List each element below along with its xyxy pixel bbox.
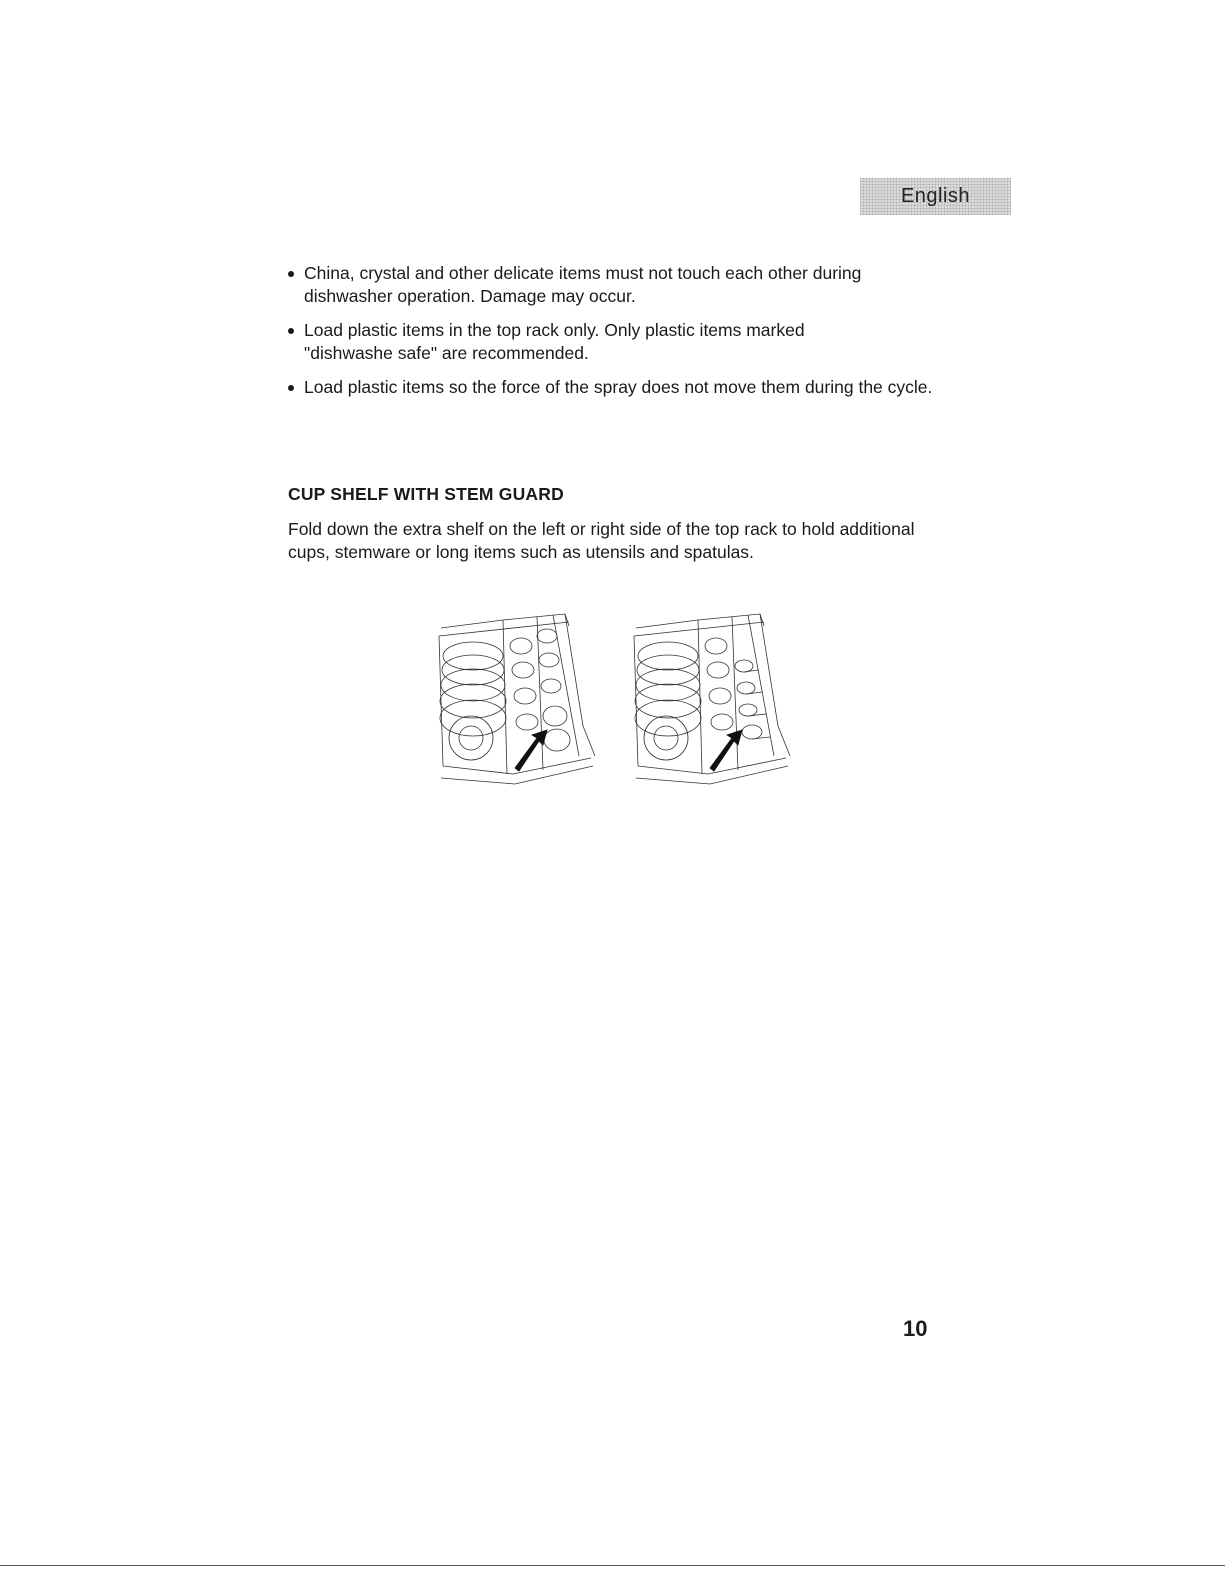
section-heading: CUP SHELF WITH STEM GUARD <box>288 484 564 504</box>
bullet-text: Load plastic items so the force of the spray does not move them during the cycle. <box>304 377 933 397</box>
rack-illustration-shelf-down <box>628 606 794 786</box>
paragraph-line: Fold down the extra shelf on the left or right side of the top rack to hold additional <box>288 519 915 539</box>
dish-rack-icon <box>634 614 790 784</box>
section-paragraph <box>288 518 948 564</box>
dish-rack-icon <box>439 614 595 784</box>
bullet-dot-icon <box>288 385 294 391</box>
rack-illustration-shelf-up <box>433 606 599 786</box>
bullet-list <box>288 262 958 410</box>
bullet-item <box>288 319 958 365</box>
bullet-text: China, crystal and other delicate items must not touch each other during <box>304 263 862 283</box>
page-bottom-rule <box>0 1565 1225 1566</box>
language-tab: English <box>860 178 1011 215</box>
bullet-text: dishwasher operation. Damage may occur. <box>304 286 636 306</box>
page-number: 10 <box>903 1316 928 1341</box>
bullet-item <box>288 376 958 399</box>
paragraph-line: cups, stemware or long items such as utensils and spatulas. <box>288 542 754 562</box>
bullet-dot-icon <box>288 328 294 334</box>
bullet-text: Load plastic items in the top rack only. Only plastic items marked <box>304 320 805 340</box>
bullet-item <box>288 262 958 308</box>
bullet-dot-icon <box>288 271 294 277</box>
bullet-text: "dishwashe safe" are recommended. <box>304 343 589 363</box>
